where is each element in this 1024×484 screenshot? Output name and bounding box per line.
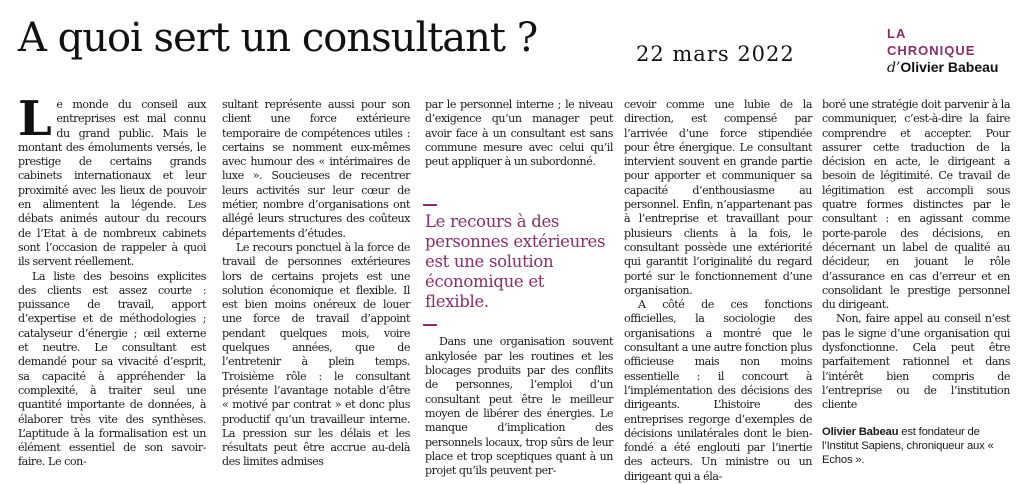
- author-signature: [822, 425, 1010, 467]
- paragraph: sultant représente aussi pour son client une force extérieure temporaire de compétences utiles : certains se nomment eux-mêmes avec humour des « intérimaires de luxe ». Soucieuses de recentrer leurs activités sur leur cœur de métier, nombre d’organisations ont allégé leurs structures des coûteux départements d’études.: [222, 98, 410, 240]
- chronique-by: d’: [887, 60, 901, 76]
- column-4: [624, 98, 812, 484]
- paragraph: cevoir comme une lubie de la direction, est compensé par l’arrivée d’une force stipendiée pour être énergique. Le consultant intervient souvent en grande partie pour apporter et communiquer sa capacité d’enthousiasme au personnel. Enfin, n’appartenant pas à l’entreprise et travaillant pour plusieurs clients à la fois, le consultant possède une extériorité qui garantit l’originalité du regard porté sur le fonctionnement d’une organisation.: [624, 98, 812, 297]
- pull-quote: Le recours à des personnes extérieures est une solution économique et flexible.: [425, 212, 610, 312]
- paragraph: par le personnel interne ; le niveau d’exigence qu’un manager peut avoir face à un consultant est sans commune mesure avec celui qu’il peut appliquer à un subordonné.: [425, 98, 613, 169]
- chronique-la: LA: [887, 26, 907, 41]
- column-2: [222, 98, 410, 470]
- paragraph: A côté de ces fonctions officielles, la sociologie des organisations a montré que le consultant a une autre fonction plus officieuse mais non moins essentielle : il concourt à l’implémentation des décisions des dirigeants. L’histoire des entreprises regorge d’exemples de décisions unilatérales dont le bien-fondé a été englouti par l’inertie des acteurs. Un ministre ou un dirigeant qui a éla-: [624, 298, 812, 483]
- signature-text: est fondateur de l’Institut Sapiens, chroniqueur aux « Echos ».: [822, 425, 994, 466]
- paragraph: La liste des besoins explicites des clients est assez courte : puissance de travail, apport d’expertise et de méthodologies ; catalyseur d’énergie ; œil externe et neutre. Le consultant est demandé pour sa vivacité d’esprit, sa capacité à appréhender la complexité, à traiter seul une quantité importante de données, à élaborer très vite des synthèses. L’aptitude à la formalisation est un élément essentiel de son savoir-faire. Le con-: [18, 269, 206, 469]
- paragraph: Le recours ponctuel à la force de travail de personnes extérieures lors de certains projets est une solution économique et flexible. Il est bien moins onéreux de louer une force de travail d’appoint pendant quelques mois, voire quelques années, que de l’entretenir à plein temps. Troisième rôle : le consultant présente l’avantage notable d’être « motivé par contrat » et donc plus productif qu’un travailleur interne. La pression sur les délais et les résultats peut être accrue au-delà des limites admises: [222, 240, 410, 469]
- signature-name: Olivier Babeau: [822, 425, 899, 438]
- chronique-author: Olivier Babeau: [900, 59, 999, 75]
- article-date: 22 mars 2022: [636, 42, 795, 66]
- column-5: [822, 98, 1010, 467]
- paragraph: Non, faire appel au conseil n’est pas le signe d’une organisation qui dysfonctionne. Cela peut être parfaitement rationnel et dans l’intérêt bien compris de l’entreprise ou de l’institution cliente: [822, 312, 1010, 412]
- paragraph: boré une stratégie doit parvenir à la communiquer, c’est-à-dire la faire comprendre et accepter. Pour assurer cette traduction de la décision en acte, le dirigeant a besoin de légitimité. Ce travail de légitimation est accompli sous quatre formes distinctes par le consultant : en agissant comme porte-parole des décisions, en décernant un label de qualité au décideur, en jouant le rôle d’assurance en cas d’erreur et en consolidant le prestige personnel du dirigeant.: [822, 98, 1010, 312]
- chronique-badge: [887, 25, 998, 77]
- paragraph-text: e monde du conseil aux entreprises est mal connu du grand public. Mais le montant des émoluments versés, le prestige de certains grands cabinets internationaux et leur proximité avec les lieux de pouvoir en alimentent la légende. Les débats animés autour du recours de l’Etat à de nombreux cabinets sont l’occasion de rappeler à quoi ils servent réellement.: [18, 98, 206, 269]
- chronique-author-line: [887, 59, 998, 77]
- drop-cap: L: [18, 91, 52, 147]
- chronique-word: CHRONIQUE: [887, 43, 976, 58]
- paragraph: Dans une organisation souvent ankylosée par les routines et les blocages produits par des conflits de personnes, l’emploi d’un consultant peut être le meilleur moyen de libérer des énergies. Le manque d’implication des personnels locaux, trop sûrs de leur place et trop sceptiques quant à un projet qu’ils peuvent per-: [425, 335, 613, 478]
- paragraph: [18, 91, 206, 270]
- column-1: [18, 91, 206, 470]
- article-title: A quoi sert un consultant ?: [18, 15, 538, 61]
